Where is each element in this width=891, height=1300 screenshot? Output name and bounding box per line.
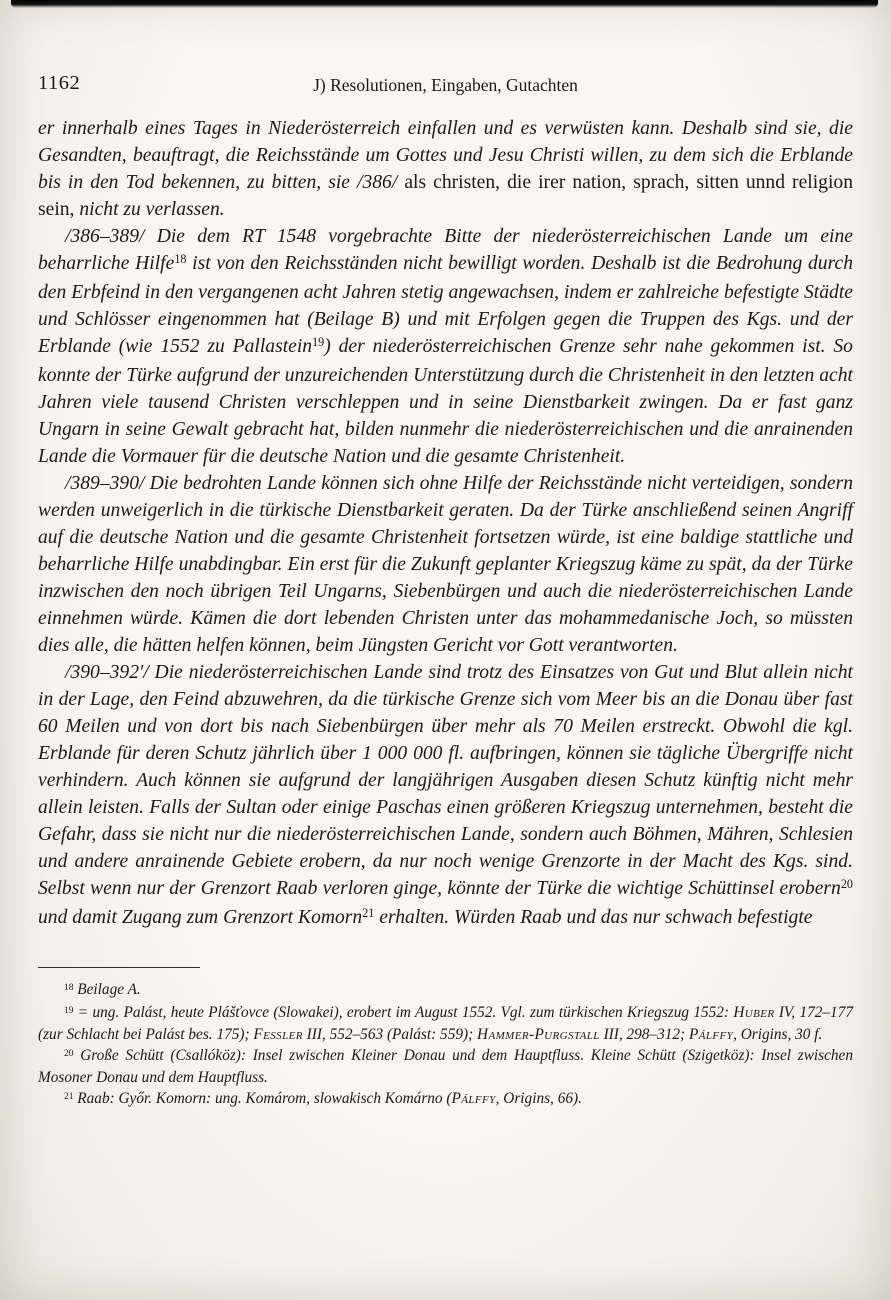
text-run: Beilage A.	[77, 981, 141, 998]
text-run: III, 552–563 (Palást: 559);	[302, 1026, 478, 1044]
footnote-number: 20	[64, 1048, 74, 1059]
text-run: Pálffy	[688, 1026, 734, 1044]
footnote	[38, 980, 853, 1003]
text-run: Große Schütt (Csallóköz): Insel zwischen Kleiner Donau und dem Hauptfluss. Kleine Schütt (Szigetköz): Insel zwischen Mosoner Donau und dem Hauptfluss.	[38, 1046, 853, 1087]
text-run: Raab: Győr. Komorn: ung. Komárom, slowakisch Komárno (	[77, 1089, 452, 1107]
text-run: als christen, die irer nation, sprach, sitten unnd religion sein,	[38, 172, 853, 220]
text-run: Pálffy	[451, 1089, 496, 1107]
text-run: /389–390/ Die bedrohten Lande können sich ohne Hilfe der Reichsstände nicht verteidigen, sondern werden unweigerlich in die türkische Dienstbarkeit geraten. Da der Türke anschließend seinen Angriff auf die deutsche Nation und die gesamte Christenheit fortsetzen würde, ist eine baldige stattliche und beharrliche Hilfe unabdingbar. Ein erst für die Zukunft geplanter Kriegszug käme zu spät, da der Türke inzwischen den noch übrigen Teil Ungarns, Siebenbürgen und auch die niederösterreichischen Lande einnehmen würde. Kämen die dort lebenden Christen unter das mohammedanische Joch, so müssten dies alle, die hätten helfen können, beim Jüngsten Gericht vor Gott verantworten.	[38, 473, 853, 656]
text-run: und damit Zugang zum Grenzort Komorn	[38, 907, 363, 928]
footnote-marker: 18	[174, 251, 187, 266]
text-run: Huber	[733, 1003, 775, 1021]
page-number: 1162	[38, 72, 81, 94]
text-run: Hammer-Purgstall	[477, 1026, 600, 1044]
text-run: /386–389/ Die dem RT 1548 vorgebrachte Bitte der niederösterreichischen Lande um eine beharrliche Hilfe	[38, 226, 853, 274]
text-run: ) der niederösterreichischen Grenze sehr nahe gekommen ist. So konnte der Türke aufgrund der unzureichenden Unterstützung durch die Christenheit in den letzten acht Jahren viele tausend Christen verschleppen und in seine Dienstbarkeit zwingen. Da er fast ganz Ungarn in seine Gewalt gebracht hat, bilden nunmehr die niederösterreichischen und die anrainenden Lande die Vormauer für die deutsche Nation und die gesamte Christenheit.	[38, 336, 853, 467]
scan-edge-artifact	[11, 0, 878, 8]
footnote-number: 19	[64, 1005, 74, 1016]
footnote-separator	[38, 967, 200, 968]
footnote-number: 21	[64, 1092, 74, 1102]
footnote	[38, 1003, 853, 1046]
footnote-marker: 20	[840, 876, 853, 891]
footnote-number: 18	[64, 983, 74, 994]
text-run: , Origins, 30 f.	[733, 1026, 823, 1044]
running-header	[38, 72, 853, 98]
text-run: = ung. Palást, heute Plášťovce (Slowakei), erobert im August 1552. Vgl. zum türkischen Kriegszug 1552:	[77, 1003, 734, 1021]
paragraph	[38, 115, 853, 223]
footnote-marker: 19	[312, 334, 325, 349]
paragraph	[38, 223, 853, 470]
text-run: /390–392'/ Die niederösterreichischen Lande sind trotz des Einsatzes von Gut und Blut allein nicht in der Lage, den Feind abzuwehren, da die türkische Grenze sich vom Meer bis an die Donau über fast 60 Meilen und von dort bis nach Siebenbürgen über mehr als 70 Meilen erstreckt. Obwohl die kgl. Erblande für deren Schutz jährlich über 1 000 000 fl. aufbringen, können sie tägliche Übergriffe nicht verhindern. Auch können sie aufgrund der langjährigen Ausgaben diesen Schutz künftig nicht mehr allein leisten. Falls der Sultan oder einige Paschas einen größeren Kriegszug unternehmen, besteht die Gefahr, dass sie nicht nur die niederösterreichischen Lande, sondern auch Böhmen, Mähren, Schlesien und andere anrainende Gebiete erobern, da nur noch wenige Grenzorte in der Macht des Kgs. sind. Selbst wenn nur der Grenzort Raab verloren ginge, könnte der Türke die wichtige Schüttinsel erobern	[38, 662, 853, 899]
footnote	[38, 1089, 853, 1112]
footnote-marker: 21	[362, 905, 375, 920]
body-text	[38, 115, 853, 933]
text-run: IV, 172–177 (zur Schlacht bei Palást bes. 175);	[38, 1003, 853, 1044]
paragraph	[38, 470, 853, 659]
text-run: er innerhalb eines Tages in Niederösterreich einfallen und es verwüsten kann. Deshalb sind sie, die Gesandten, beauftragt, die Reichsstände um Gottes und Jesu Christi willen, zu dem sich die Erblande bis in den Tod bekennen, zu bitten, sie /386/	[38, 118, 853, 193]
footnote-list	[38, 980, 853, 1112]
text-run: ist von den Reichsständen nicht bewilligt worden. Deshalb ist die Bedrohung durch den Erbfeind in den vergangenen acht Jahren stetig angewachsen, indem er zahlreiche befestigte Städte und Schlösser eingenommen hat (Beilage B) und mit Erfolgen gegen die Truppen des Kgs. und der Erblande (wie 1552 zu Pallastein	[38, 253, 853, 357]
text-run: , Origins, 66).	[495, 1089, 582, 1107]
footnote	[38, 1046, 853, 1089]
text-run: III, 298–312;	[599, 1026, 689, 1044]
footnote-section	[38, 967, 853, 1112]
paragraph	[38, 659, 853, 933]
text-run: Fessler	[253, 1026, 303, 1044]
section-header: J) Resolutionen, Eingaben, Gutachten	[313, 75, 578, 95]
text-run: nicht zu verlassen.	[79, 199, 225, 220]
text-run: erhalten. Würden Raab und das nur schwach befestigte	[374, 907, 813, 928]
